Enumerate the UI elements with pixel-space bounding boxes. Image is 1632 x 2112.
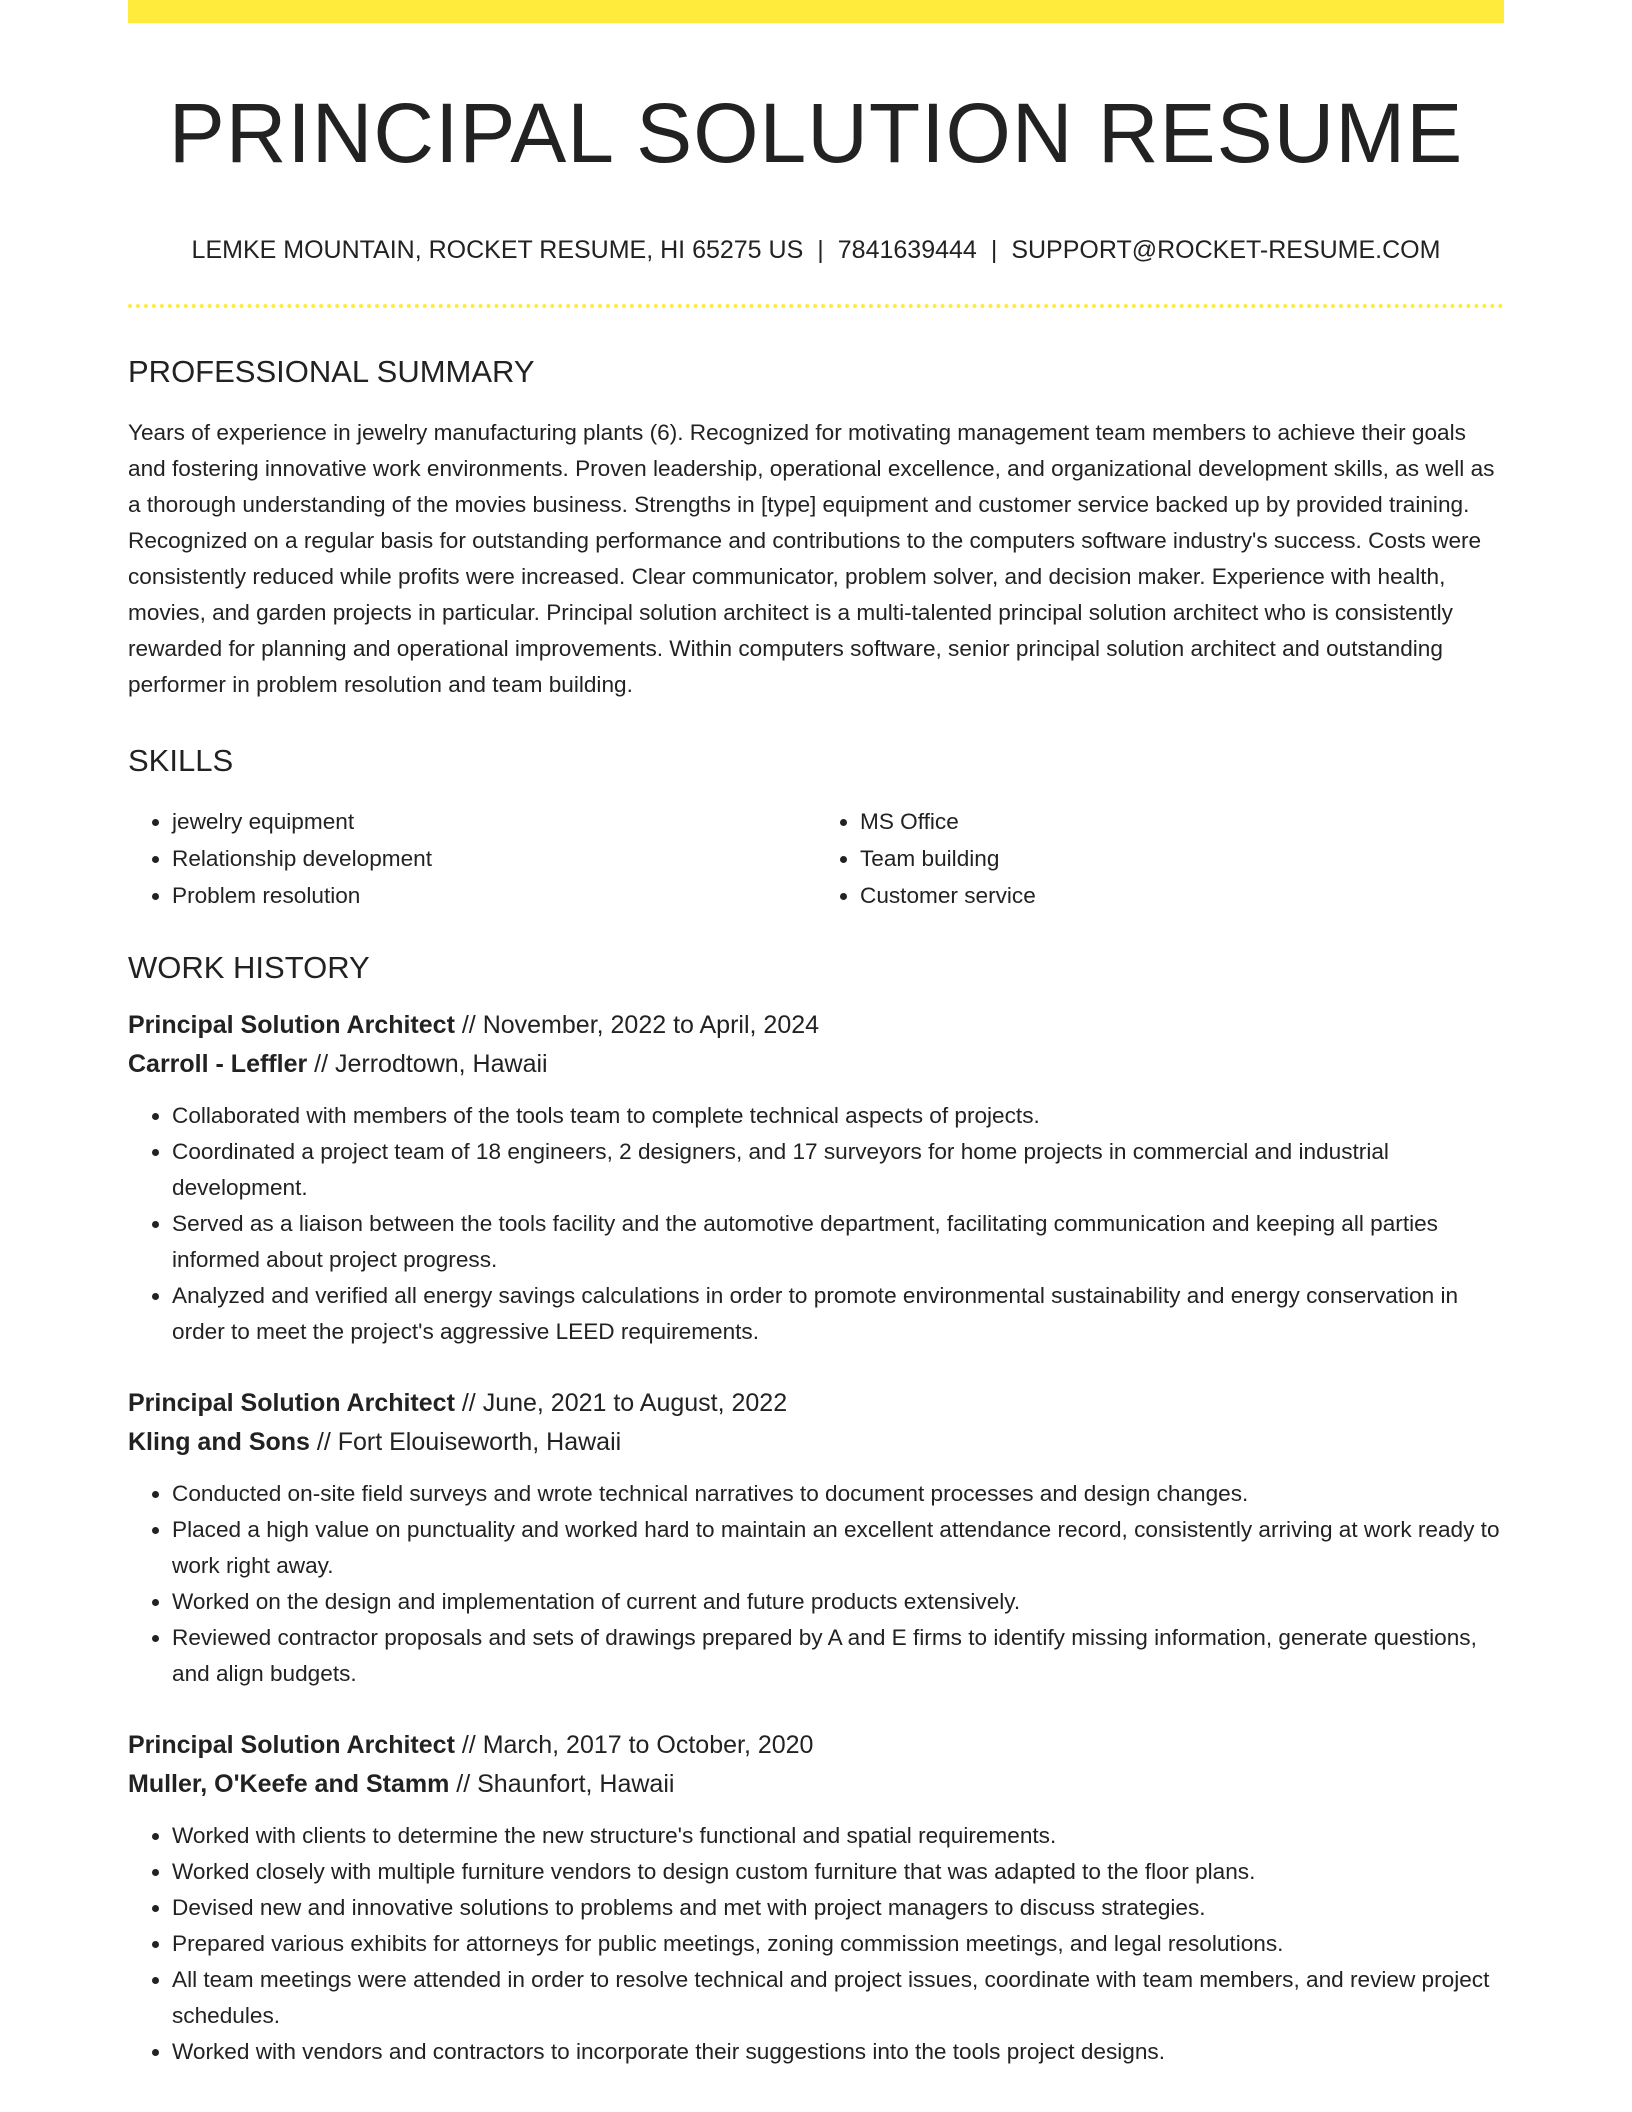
job-bullet: • Analyzed and verified all energy savings calculations in order to promote environmental sustainability and energy conservation in order to meet the project's aggressive LEED requirements. bbox=[172, 1278, 1504, 1350]
resume-page bbox=[128, 0, 1504, 2070]
job-bullet: • Prepared various exhibits for attorneys for public meetings, zoning commission meetings, and legal resolutions. bbox=[172, 1926, 1504, 1962]
skill-item: • MS Office bbox=[860, 803, 1504, 840]
job-company-line bbox=[128, 1423, 1504, 1462]
job-bullet: • Served as a liaison between the tools facility and the automotive department, facilitating communication and keeping all parties informed about project progress. bbox=[172, 1206, 1504, 1278]
job-dates: // March, 2017 to October, 2020 bbox=[461, 1731, 814, 1760]
contact-separator: | bbox=[990, 235, 998, 264]
work-history-heading: WORK HISTORY bbox=[128, 949, 370, 985]
contact-address: LEMKE MOUNTAIN, ROCKET RESUME, HI 65275 US bbox=[191, 235, 804, 264]
skills-list bbox=[128, 803, 1504, 914]
job-entry bbox=[128, 1006, 1504, 1350]
job-title: Principal Solution Architect bbox=[128, 1731, 455, 1760]
summary-heading: PROFESSIONAL SUMMARY bbox=[128, 354, 535, 390]
skills-column-right bbox=[816, 803, 1504, 914]
job-company-line bbox=[128, 1765, 1504, 1804]
job-company: Kling and Sons bbox=[128, 1428, 310, 1457]
dotted-divider bbox=[128, 304, 1504, 308]
contact-separator: | bbox=[817, 235, 824, 264]
job-company: Carroll - Leffler bbox=[128, 1050, 308, 1079]
job-bullet: • Placed a high value on punctuality and worked hard to maintain an excellent attendance record, consistently arriving at work ready to work right away. bbox=[172, 1512, 1504, 1584]
job-title-line bbox=[128, 1384, 1504, 1423]
job-bullet: • Worked on the design and implementation of current and future products extensively. bbox=[172, 1584, 1504, 1620]
job-entry bbox=[128, 1726, 1504, 2070]
skill-item: • Problem resolution bbox=[172, 877, 816, 914]
job-title: Principal Solution Architect bbox=[128, 1011, 455, 1040]
job-bullet: • Collaborated with members of the tools team to complete technical aspects of projects. bbox=[172, 1098, 1504, 1134]
job-company-line bbox=[128, 1045, 1504, 1084]
job-bullet: • Worked closely with multiple furniture vendors to design custom furniture that was adapted to the floor plans. bbox=[172, 1854, 1504, 1890]
skill-item: • Team building bbox=[860, 840, 1504, 877]
job-company: Muller, O'Keefe and Stamm bbox=[128, 1770, 450, 1799]
job-title: Principal Solution Architect bbox=[128, 1389, 455, 1418]
job-dates: // June, 2021 to August, 2022 bbox=[461, 1389, 788, 1418]
job-bullet: • Coordinated a project team of 18 engineers, 2 designers, and 17 surveyors for home projects in commercial and industrial development. bbox=[172, 1134, 1504, 1206]
job-bullet: • Worked with clients to determine the new structure's functional and spatial requirements. bbox=[172, 1818, 1504, 1854]
job-bullet: • Conducted on-site field surveys and wrote technical narratives to document processes and design changes. bbox=[172, 1476, 1504, 1512]
contact-email: SUPPORT@ROCKET-RESUME.COM bbox=[1011, 235, 1441, 264]
job-bullet: • Reviewed contractor proposals and sets of drawings prepared by A and E firms to identify missing information, generate questions, and align budgets. bbox=[172, 1620, 1504, 1692]
job-bullet: • Devised new and innovative solutions to problems and met with project managers to discuss strategies. bbox=[172, 1890, 1504, 1926]
skill-item: • Customer service bbox=[860, 877, 1504, 914]
summary-paragraph: Years of experience in jewelry manufacturing plants (6). Recognized for motivating management team members to achieve their goals and fostering innovative work environments. Proven leadership, operational excellence, and organizational development skills, as well as a thorough understanding of the movies business. Strengths in [type] equipment and customer service backed up by provided training. Recognized on a regular basis for outstanding performance and contributions to the computers software industry's success. Costs were consistently reduced while profits were increased. Clear communicator, problem solver, and decision maker. Experience with health, movies, and garden projects in particular. Principal solution architect is a multi-talented principal solution architect who is consistently rewarded for planning and operational improvements. Within computers software, senior principal solution architect and outstanding performer in problem resolution and team building. bbox=[128, 419, 1495, 697]
skills-column-left bbox=[128, 803, 816, 914]
top-accent-bar bbox=[128, 0, 1504, 23]
job-bullets bbox=[128, 1098, 1504, 1350]
job-entry bbox=[128, 1384, 1504, 1692]
contact-line bbox=[128, 234, 1504, 267]
job-location: // Jerrodtown, Hawaii bbox=[314, 1050, 548, 1079]
job-title-line bbox=[128, 1006, 1504, 1045]
job-bullet: • All team meetings were attended in order to resolve technical and project issues, coordinate with team members, and review project schedules. bbox=[172, 1962, 1504, 2034]
job-location: // Shaunfort, Hawaii bbox=[456, 1770, 675, 1799]
job-bullet: • Worked with vendors and contractors to incorporate their suggestions into the tools project designs. bbox=[172, 2034, 1504, 2070]
skill-item: • Relationship development bbox=[172, 840, 816, 877]
contact-phone: 7841639444 bbox=[837, 235, 977, 264]
job-dates: // November, 2022 to April, 2024 bbox=[461, 1011, 820, 1040]
job-bullets bbox=[128, 1476, 1504, 1692]
job-bullets bbox=[128, 1818, 1504, 2070]
skill-item: • jewelry equipment bbox=[172, 803, 816, 840]
resume-title: PRINCIPAL SOLUTION RESUME bbox=[168, 86, 1464, 180]
job-location: // Fort Elouiseworth, Hawaii bbox=[316, 1428, 622, 1457]
job-title-line bbox=[128, 1726, 1504, 1765]
skills-heading: SKILLS bbox=[128, 742, 234, 778]
